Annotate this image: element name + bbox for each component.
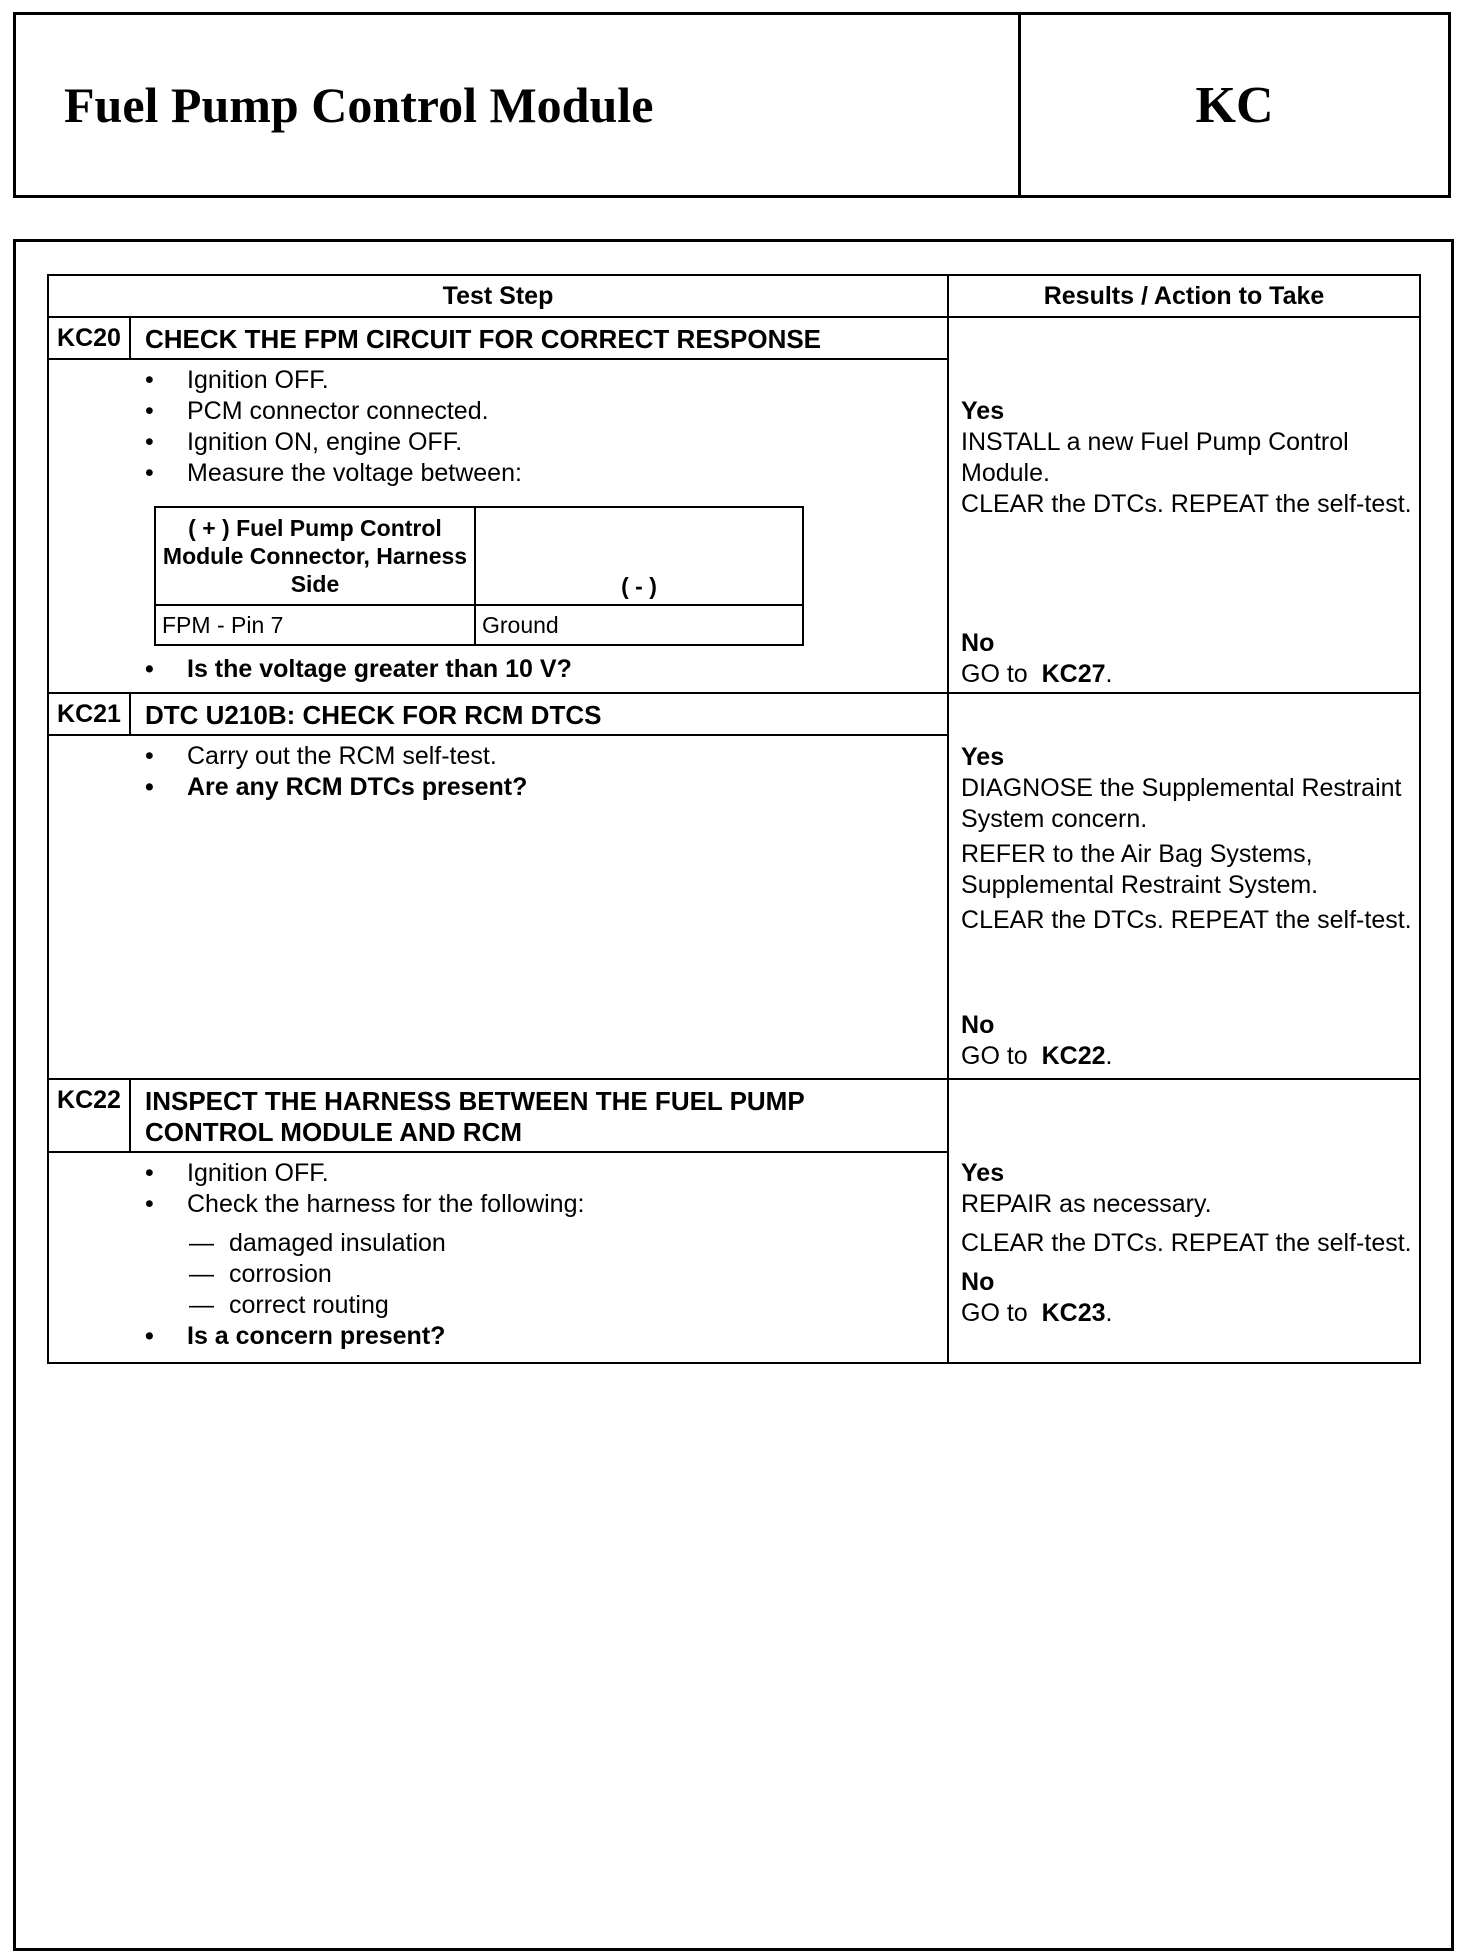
list-item: — correct routing — [49, 1290, 947, 1321]
step-kc22-body — [48, 1152, 948, 1363]
no-label: No — [961, 1011, 995, 1040]
list-item: • Measure the voltage between: — [49, 458, 947, 489]
meas-header-minus: ( - ) — [475, 507, 803, 605]
list-item: • PCM connector connected. — [49, 396, 947, 427]
meas-cell: FPM - Pin 7 — [155, 605, 475, 645]
no-label: No — [961, 629, 995, 658]
yes-action: DIAGNOSE the Supplemental Restraint System concern. — [961, 774, 1402, 834]
no-action: GO to KC22. — [961, 1042, 1113, 1071]
no-action: GO to KC23. — [961, 1299, 1113, 1328]
step-kc20-body — [48, 359, 948, 693]
step-question — [49, 1321, 947, 1352]
step-title: CHECK THE FPM CIRCUIT FOR CORRECT RESPONSE — [130, 317, 948, 359]
yes-action: INSTALL a new Fuel Pump Control Module. — [961, 428, 1349, 488]
yes-label: Yes — [961, 1159, 1005, 1188]
step-kc22-title-row — [48, 1079, 1420, 1151]
goto-step-link[interactable]: KC23 — [1041, 1299, 1106, 1328]
step-code: KC22 — [48, 1079, 130, 1151]
step-code: KC20 — [48, 317, 130, 359]
no-action: GO to KC27. — [961, 660, 1113, 689]
step-kc20-results — [948, 317, 1420, 693]
step-title: INSPECT THE HARNESS BETWEEN THE FUEL PUMP CONTROL MODULE AND RCM — [130, 1079, 948, 1151]
step-kc21-title-row — [48, 693, 1420, 735]
list-item: — damaged insulation — [49, 1228, 947, 1259]
question: • Are any RCM DTCs present? — [49, 772, 947, 803]
pinpoint-test-table — [47, 274, 1421, 1364]
test-step-header: Test Step — [48, 275, 948, 317]
step-kc21-results — [948, 693, 1420, 1079]
goto-step-link[interactable]: KC22 — [1041, 1042, 1106, 1071]
step-instructions — [49, 736, 947, 803]
no-label: No — [961, 1268, 995, 1297]
yes-action: CLEAR the DTCs. REPEAT the self-test. — [961, 490, 1412, 519]
list-item: • Ignition OFF. — [49, 365, 947, 396]
yes-action: REFER to the Air Bag Systems, Supplemental Restraint System. — [961, 840, 1319, 900]
step-title: DTC U210B: CHECK FOR RCM DTCS — [130, 693, 948, 735]
yes-action: CLEAR the DTCs. REPEAT the self-test. — [961, 906, 1412, 935]
step-kc21-body — [48, 735, 948, 1079]
step-kc20-title-row — [48, 317, 1420, 359]
list-item: • Ignition ON, engine OFF. — [49, 427, 947, 458]
list-item: • Carry out the RCM self-test. — [49, 741, 947, 772]
meas-header-plus: ( + ) Fuel Pump Control Module Connector, Harness Side — [155, 507, 475, 605]
list-item: • Ignition OFF. — [49, 1158, 947, 1189]
list-item: — corrosion — [49, 1259, 947, 1290]
check-list — [49, 1220, 947, 1321]
yes-label: Yes — [961, 397, 1005, 426]
page-title: Fuel Pump Control Module — [16, 15, 1021, 195]
question: • Is a concern present? — [49, 1321, 947, 1352]
page-header — [13, 12, 1451, 198]
step-question — [49, 654, 947, 685]
question: • Is the voltage greater than 10 V? — [49, 654, 947, 685]
list-item: • Check the harness for the following: — [49, 1189, 947, 1220]
table-header-row — [48, 275, 1420, 317]
results-header: Results / Action to Take — [948, 275, 1420, 317]
goto-step-link[interactable]: KC27 — [1041, 660, 1106, 689]
yes-action: REPAIR as necessary. — [961, 1190, 1212, 1219]
meas-cell: Ground — [475, 605, 803, 645]
step-instructions — [49, 360, 947, 489]
step-kc22-results — [948, 1079, 1420, 1363]
measurement-table — [154, 506, 804, 646]
section-code: KC — [1195, 76, 1274, 134]
yes-label: Yes — [961, 743, 1005, 772]
yes-action: CLEAR the DTCs. REPEAT the self-test. — [961, 1229, 1412, 1258]
step-instructions — [49, 1153, 947, 1220]
step-code: KC21 — [48, 693, 130, 735]
